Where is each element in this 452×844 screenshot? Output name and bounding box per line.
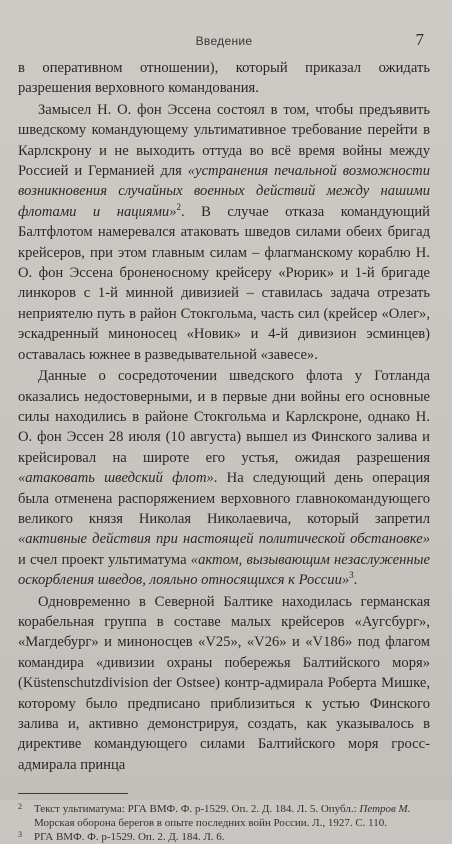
footnotes bbox=[18, 802, 430, 844]
italic-quote: Петров М. bbox=[359, 803, 411, 816]
text-run: и счел проект ультиматума bbox=[18, 551, 191, 568]
page-number: 7 bbox=[415, 30, 424, 49]
text-run: . На следующий день операция была отменена распоряжением верховного главнокомандующего великого князя Николая Николаевича, который запретил bbox=[18, 470, 430, 527]
text-run: . В случае отказа командующий Балтфлотом намеревался атаковать шведов силами обеих бригад крейсеров, при этом главным силам – флагманскому кораблю Н. О. фон Эссена броненосному крейсеру «Рюрик» и 1-й бригаде линкоров с 1-й минной дивизией – ставилась задача отрезать неприятелю путь в район Стокгольма, часть сил (крейсер «Олег», эскадренный миноносец «Новик» и 4-й дивизион эсминцев) оставалась южнее в разведывательной «завесе». bbox=[18, 203, 430, 363]
running-head: Введение bbox=[195, 34, 253, 48]
text-run: Замысел Н. О. фон Эссена состоял в том, чтобы предъявить шведскому командующему ультимативное требование перейти в Карлскрону и не выходить оттуда во всё время войны между Россией и Германией для bbox=[18, 101, 430, 180]
text-run: в оперативном отношении), который приказал ожидать разрешения верховного командования. bbox=[18, 60, 430, 97]
footnote-reference: 2 bbox=[176, 201, 182, 212]
paragraph bbox=[18, 366, 430, 590]
italic-quote: «активные действия при настоящей политической обстановке» bbox=[18, 531, 430, 548]
main-text bbox=[18, 58, 430, 775]
italic-quote: «актом, вызывающим незаслуженные оскорбления шведов, лояльно относящихся к России» bbox=[18, 551, 430, 589]
footnote-divider bbox=[18, 793, 128, 794]
italic-quote: «атаковать шведский флот» bbox=[18, 470, 214, 487]
footnote-mark: 2 bbox=[18, 802, 22, 812]
italic-quote: «устранения печальной возможности возникновения случайных военных действий между нашими флотами и нациями» bbox=[18, 163, 430, 220]
text-run: Морская оборона берегов в опыте последних войн России. Л., 1927. С. 110. bbox=[34, 817, 388, 830]
footnote bbox=[18, 830, 430, 844]
paragraph bbox=[18, 592, 430, 776]
text-run: РГА ВМФ. Ф. р-1529. Оп. 2. Д. 184. Л. 6. bbox=[34, 831, 225, 844]
paragraph bbox=[18, 58, 430, 99]
footnote-mark: 3 bbox=[18, 830, 22, 840]
text-run: Текст ультиматума: РГА ВМФ. Ф. р-1529. Оп. 2. Д. 184. Л. 5. Опубл.: bbox=[34, 803, 360, 816]
footnote-text bbox=[34, 802, 430, 830]
footnote-reference: 3 bbox=[349, 570, 354, 581]
text-run: Данные о сосредоточении шведского флота у Готланда оказались недостоверными, и в первые дни войны его основные силы находились в районе Стокгольма и Карлскроне, однако Н. О. фон Эссен 28 июля (10 августа) вышел из Финского залива и крейсировал на широте его устья, ожидая разрешения bbox=[18, 368, 430, 466]
footnote bbox=[18, 802, 430, 830]
paragraph bbox=[18, 100, 430, 365]
text-run: . bbox=[353, 572, 358, 589]
footnote-text bbox=[34, 830, 430, 844]
text-run: Одновременно в Северной Балтике находилась германская корабельная группа в составе малых крейсеров «Аугсбург», «Магдебург» и миноносцев «V25», «V26» и «V186» под флагом командира «дивизии охраны побережья Балтийского моря» (Küstenschutzdivision der Ostsee) контр-адмирала Роберта Мишке, которому было предписано приблизиться к устью Финского залива и, активно демонстрируя, создать, как указывалось в директиве командующего силами Балтийского моря гросс-адмирала принца bbox=[18, 593, 430, 773]
page-header bbox=[18, 0, 430, 58]
